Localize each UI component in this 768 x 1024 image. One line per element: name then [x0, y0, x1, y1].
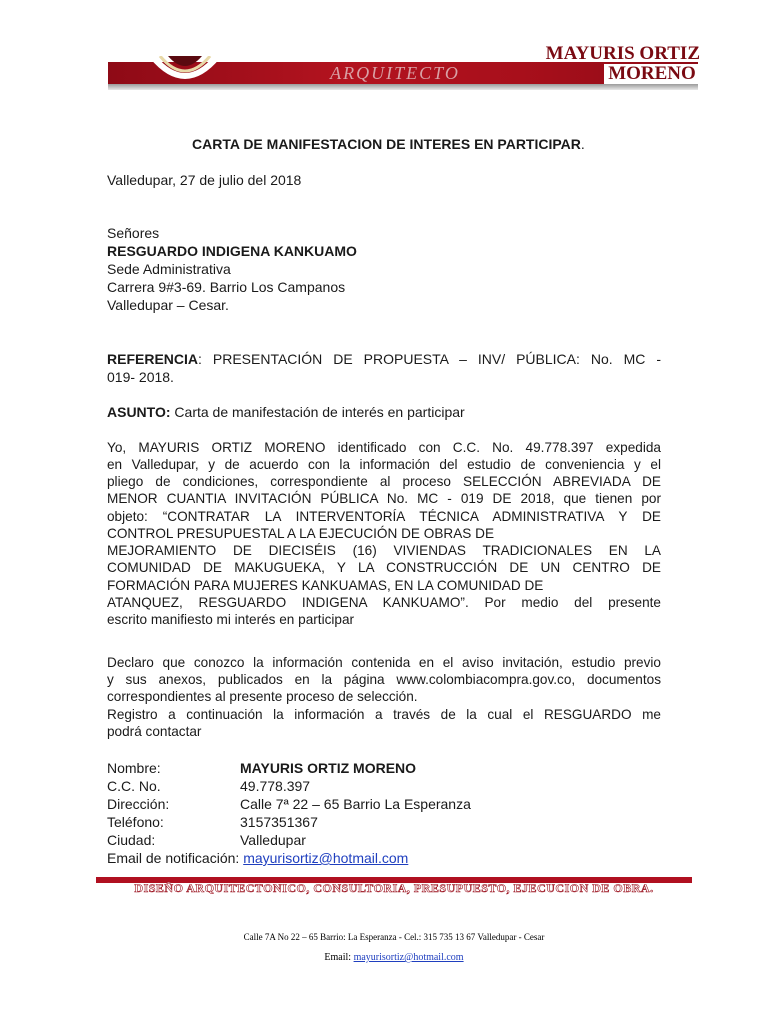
contact-phone-value: 3157351367 [240, 814, 318, 830]
place-date: Valledupar, 27 de julio del 2018 [107, 172, 302, 188]
paragraph1-line: CONTROL PRESUPUESTAL A LA EJECUCIÓN DE OBRAS DE [107, 526, 495, 541]
letter-title: CARTA DE MANIFESTACION DE INTERES EN PARTICIPAR. [192, 136, 585, 152]
paragraph1-line: ATANQUEZ, RESGUARDO INDIGENA KANKUAMO”. Por medio del presente [107, 595, 661, 610]
contact-cc-label: C.C. No. [107, 778, 161, 794]
paragraph2-line: y sus anexos, publicados en la página www.colombiacompra.gov.co, documentos [107, 672, 661, 687]
recipient-address: Carrera 9#3-69. Barrio Los Campanos [107, 279, 346, 295]
paragraph1-line: COMUNIDAD DE MAKUGUEKA, Y LA CONSTRUCCIÓN DE UN CENTRO DE [107, 560, 661, 575]
paragraph1-line: pliego de condiciones, correspondiente al proceso SELECCIÓN ABREVIADA DE [107, 474, 661, 489]
contact-cc-value: 49.778.397 [240, 778, 311, 794]
reference-line2: 019- 2018. [107, 369, 174, 385]
reference-line1: REFERENCIA: PRESENTACIÓN DE PROPUESTA – INV/ PÚBLICA: No. MC - [107, 351, 661, 367]
paragraph1-line: objeto: “CONTRATAR LA INTERVENTORÍA TÉCNICA ADMINISTRATIVA Y DE [107, 509, 661, 524]
contact-email-link[interactable]: mayurisortiz@hotmail.com [243, 850, 409, 866]
paragraph1-line: en Valledupar, y de acuerdo con la información del estudio de conveniencia y el [107, 457, 661, 472]
contact-city-value: Valledupar [240, 832, 306, 848]
contact-name-value: MAYURIS ORTIZ MORENO [240, 760, 417, 776]
contact-address-value: Calle 7ª 22 – 65 Barrio La Esperanza [240, 796, 471, 812]
footer-email-label: Email: [324, 952, 354, 963]
paragraph2-line: correspondientes al presente proceso de selección. [107, 689, 418, 704]
subject-line: ASUNTO: Carta de manifestación de interés en participar [107, 404, 465, 420]
paragraph1-line: MEJORAMIENTO DE DIECISÉIS (16) VIVIENDAS TRADICIONALES EN LA [107, 543, 661, 558]
paragraph1-line: MENOR CUANTIA INVITACIÓN PÚBLICA No. MC - 019 DE 2018, que tienen por [107, 491, 661, 506]
contact-email-label: Email de notificación: [107, 850, 244, 866]
contact-phone-label: Teléfono: [107, 814, 164, 830]
contact-name-label: Nombre: [107, 760, 161, 776]
paragraph2-line: Registro a continuación la información a través de la cual el RESGUARDO me [107, 707, 661, 722]
contact-email-line [107, 850, 408, 867]
footer-email-link[interactable]: mayurisortiz@hotmail.com [353, 952, 464, 963]
paragraph2-line: podrá contactar [107, 724, 202, 739]
contact-city-label: Ciudad: [107, 832, 156, 848]
architect-logo-icon [150, 56, 220, 82]
footer-email-line [96, 952, 692, 963]
header-name-line1: MAYURIS ORTIZ [545, 43, 700, 64]
header-wordmark: ARQUITECTO [330, 63, 460, 83]
footer-address: Calle 7A No 22 – 65 Barrio: La Esperanza - Cel.: 315 735 13 67 Valledupar - Cesar [243, 932, 545, 942]
header-name-line2: MORENO [608, 63, 696, 84]
footer-services: DISEÑO ARQUITECTONICO, CONSULTORIA, PRESUPUESTO, EJECUCION DE OBRA. [134, 881, 654, 895]
paragraph1-line: FORMACIÓN PARA MUJERES KANKUAMAS, EN LA COMUNIDAD DE [107, 578, 544, 593]
paragraph1-line: Yo, MAYURIS ORTIZ MORENO identificado con C.C. No. 49.778.397 expedida [107, 440, 661, 455]
recipient-org: RESGUARDO INDIGENA KANKUAMO [107, 243, 357, 259]
paragraph2-line: Declaro que conozco la información contenida en el aviso invitación, estudio previo [107, 655, 661, 670]
paragraph1-line: escrito manifiesto mi interés en participar [107, 612, 355, 627]
contact-address-label: Dirección: [107, 796, 170, 812]
recipient-salutation: Señores [107, 225, 160, 241]
recipient-office: Sede Administrativa [107, 261, 231, 277]
recipient-city: Valledupar – Cesar. [107, 297, 229, 313]
